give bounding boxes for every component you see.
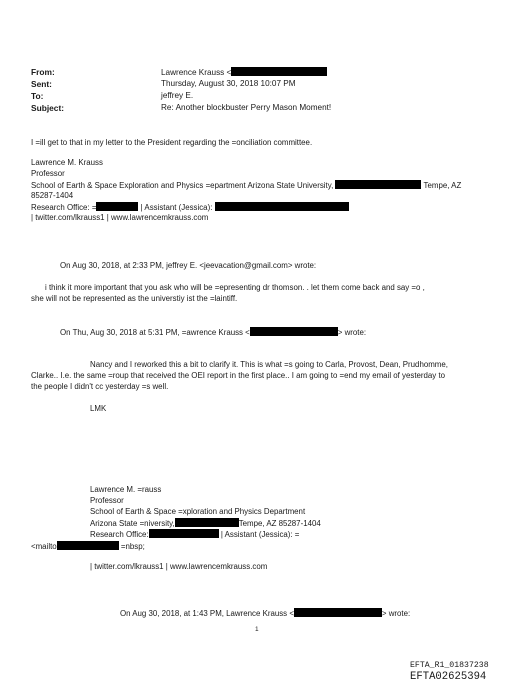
nbsp-text: =nbsp; [120, 542, 145, 551]
redaction-bar [335, 180, 421, 189]
sent-label: Sent: [31, 79, 52, 89]
quote-line: Nancy and I reworked this a bit to clarify it. This is what =s going to Carla, Provost, Dean, Prudhomme, [90, 360, 448, 369]
signature-name: Lawrence M. =rauss [90, 485, 162, 494]
quote-line: i think it more important that you ask who will be =epresenting dr thomson. . let them come back and say =o , [45, 283, 425, 292]
redaction-bar [294, 608, 382, 617]
signature-dept: School of Earth & Space =xploration and Physics Department [90, 507, 306, 516]
body-line: I =ill get to that in my letter to the President regarding the =onciliation committee. [31, 138, 313, 147]
signature-city: Tempe, AZ [423, 181, 462, 190]
mailto-text: <mailto [31, 542, 57, 551]
signature-city: Tempe, AZ 85287-1404 [238, 519, 321, 528]
signature-zip: 85287-1404 [31, 191, 74, 200]
subject-label: Subject: [31, 103, 65, 113]
from-name: Lawrence Krauss < [161, 68, 232, 77]
signature-contact [31, 202, 349, 213]
to-value: jeffrey E. [161, 91, 194, 100]
signature-dept [31, 180, 461, 191]
assistant-label: | Assistant (Jessica): [140, 203, 213, 212]
signature-univ-text: Arizona State =niversity, [90, 519, 175, 528]
lmk-text: LMK [90, 404, 107, 413]
research-office-label: Research Office: [90, 530, 149, 539]
quote-line: the people I didn't cc yesterday =s well. [31, 382, 169, 391]
signature-dept-text: School of Earth & Space Exploration and Physics =epartment Arizona State University, [31, 181, 334, 190]
redaction-bar [175, 518, 239, 527]
redaction-bar [215, 202, 349, 211]
quote-header-wrote: > wrote: [337, 328, 367, 337]
quote-header [60, 327, 366, 338]
quote-header-wrote: > wrote: [381, 609, 411, 618]
signature-univ [90, 518, 321, 529]
from-label: From: [31, 67, 55, 77]
signature-title: Professor [31, 169, 65, 178]
efta-id-small: EFTA_R1_01837238 [410, 661, 489, 670]
efta-id-large: EFTA02625394 [410, 671, 487, 683]
subject-value: Re: Another blockbuster Perry Mason Moment! [161, 103, 332, 112]
sent-value: Thursday, August 30, 2018 10:07 PM [161, 79, 296, 88]
signature-links: | twitter.com/lkrauss1 | www.lawrencemkrauss.com [31, 213, 209, 222]
redaction-bar [96, 202, 138, 211]
quote-header: On Aug 30, 2018, at 2:33 PM, jeffrey E. <jeevacation@gmail.com> wrote: [60, 261, 317, 270]
signature-links: | twitter.com/lkrauss1 | www.lawrencemkrauss.com [90, 562, 268, 571]
to-label: To: [31, 91, 44, 101]
quote-header-text: On Thu, Aug 30, 2018 at 5:31 PM, =awrence Krauss < [60, 328, 250, 337]
redaction-bar [57, 541, 119, 550]
page-number: 1 [255, 626, 259, 633]
signature-name: Lawrence M. Krauss [31, 158, 103, 167]
signature-contact [90, 529, 299, 540]
assistant-label: | Assistant (Jessica): = [220, 530, 300, 539]
redaction-bar [250, 327, 338, 336]
research-office-label: Research Office: = [31, 203, 97, 212]
quote-line: Clarke.. I.e. the same =roup that received the OEI report in the first place.. I am going to =end my email of yesterday to [31, 371, 446, 380]
mailto-line [31, 541, 145, 552]
from-value [161, 67, 327, 77]
quote-header-text: On Aug 30, 2018, at 1:43 PM, Lawrence Krauss < [120, 609, 294, 618]
redaction-bar [149, 529, 219, 538]
signature-title: Professor [90, 496, 124, 505]
redaction-bar [231, 67, 327, 76]
quote-line: she will not be represented as the universtiy ist the =laintiff. [31, 294, 238, 303]
quote-header [120, 608, 410, 619]
